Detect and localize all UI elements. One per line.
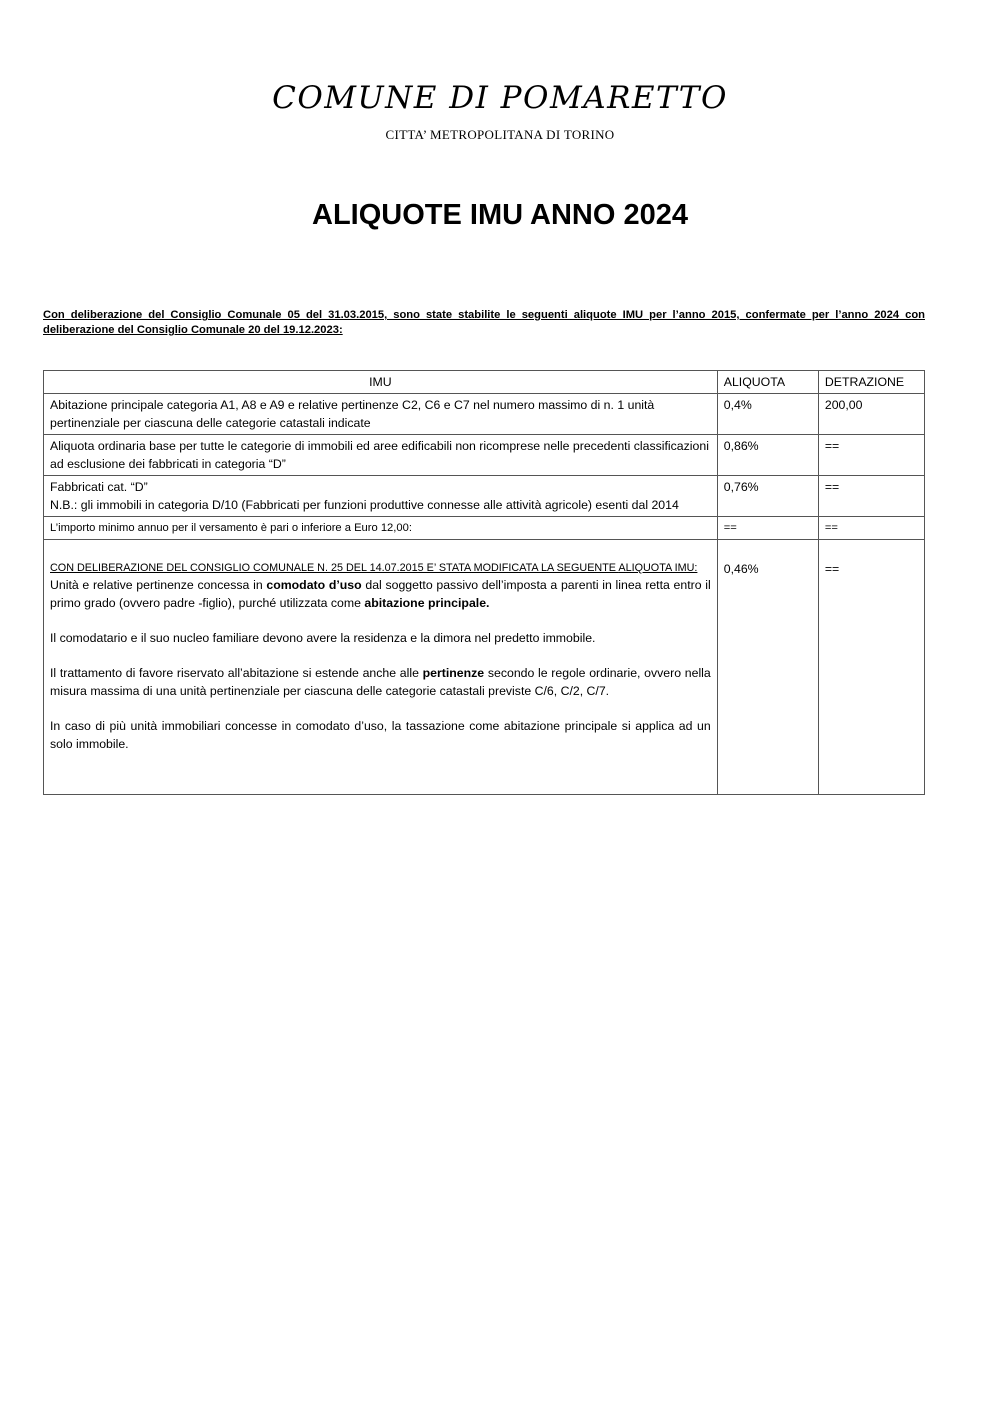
text: Unità e relative pertinenze concessa in [50, 578, 267, 592]
table-row [44, 476, 925, 517]
row-aliquota: 0,76% [717, 476, 818, 517]
row-description-note: N.B.: gli immobili in categoria D/10 (Fabbricati per funzioni produttive connesse alle attività agricole) esenti dal 2014 [50, 498, 679, 512]
bold-text: pertinenze [422, 666, 485, 680]
row-aliquota: 0,4% [717, 394, 818, 435]
header-detrazione: DETRAZIONE [818, 371, 924, 394]
citta-metropolitana: CITTA’ METROPOLITANA DI TORINO [385, 127, 615, 142]
imu-rates-table [43, 370, 925, 795]
row-aliquota: 0,86% [717, 435, 818, 476]
row-description-line: Fabbricati cat. “D” [50, 480, 148, 494]
row-detrazione: == [818, 435, 924, 476]
spacer [50, 612, 711, 629]
comune-name: COMUNE DI POMARETTO [272, 80, 728, 116]
modification-heading-label: ALIQUOTA IMU: [618, 562, 698, 574]
table-header-row [44, 371, 925, 394]
row-description [44, 476, 718, 517]
text: dal soggetto passivo dell’imposta a parenti in linea retta entro il primo grado (ovvero padre -figlio), purché utilizzata come [50, 578, 711, 610]
row-detrazione: == [818, 540, 924, 795]
row-detrazione: 200,00 [818, 394, 924, 435]
table-row [44, 394, 925, 435]
row-detrazione: == [818, 476, 924, 517]
modification-heading-text: CON DELIBERAZIONE DEL CONSIGLIO COMUNALE N. 25 DEL 14.07.2015 E’ STATA MODIFICATA LA SEGUENTE [50, 562, 616, 574]
intro-paragraph: Con deliberazione del Consiglio Comunale 05 del 31.03.2015, sono state stabilite le seguenti aliquote IMU per l’anno 2015, confermate per l’anno 2024 con deliberazione del Consiglio Comunale 20 del 19.12.2023: [43, 309, 925, 336]
spacer [50, 700, 711, 717]
text: Il trattamento di favore riservato all’abitazione si estende anche alle [50, 666, 423, 680]
text: secondo le regole ordinarie, ovvero nella misura massima di una unità pertinenziale per ciascuna delle categorie catastali previste C/6, C/2, C/7. [50, 666, 711, 698]
comodato-paragraph [50, 576, 711, 612]
bold-text: abitazione principale. [364, 596, 490, 610]
page-title: ALIQUOTE IMU ANNO 2024 [312, 199, 688, 231]
row-description: Abitazione principale categoria A1, A8 e A9 e relative pertinenze C2, C6 e C7 nel numero massimo di n. 1 unità pertinenziale per ciascuna delle categorie catastali indicate [44, 394, 718, 435]
bold-text: comodato d’uso [266, 578, 362, 592]
spacer [50, 647, 711, 664]
row-aliquota: 0,46% [717, 540, 818, 795]
row-detrazione: == [818, 517, 924, 540]
table-row [44, 435, 925, 476]
table-row [44, 540, 925, 795]
header-aliquota: ALIQUOTA [717, 371, 818, 394]
tassazione-paragraph: In caso di più unità immobiliari concesse in comodato d’uso, la tassazione come abitazione principale si applica ad un solo immobile. [50, 719, 711, 751]
residenza-paragraph: Il comodatario e il suo nucleo familiare devono avere la residenza e la dimora nel predetto immobile. [50, 631, 596, 645]
table-row [44, 517, 925, 540]
row-description [44, 540, 718, 795]
row-description: L’importo minimo annuo per il versamento è pari o inferiore a Euro 12,00: [44, 517, 718, 540]
modification-heading [50, 560, 711, 576]
pertinenze-paragraph [50, 664, 711, 700]
row-aliquota: == [717, 517, 818, 540]
header-imu: IMU [44, 371, 718, 394]
row-description: Aliquota ordinaria base per tutte le categorie di immobili ed aree edificabili non ricomprese nelle precedenti classificazioni ad esclusione dei fabbricati in categoria “D” [44, 435, 718, 476]
